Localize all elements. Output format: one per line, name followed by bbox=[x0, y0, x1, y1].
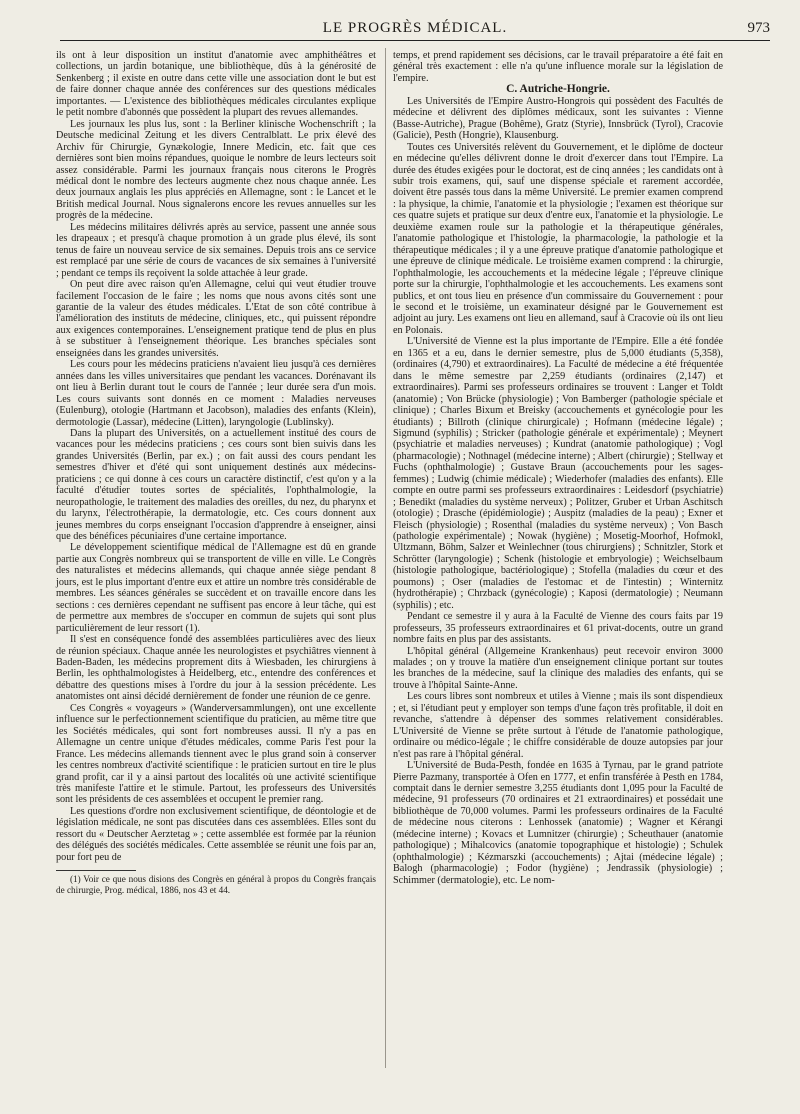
paragraph: On peut dire avec raison qu'en Allemagne, celui qui veut étudier trouve facilement l'occasion de le faire ; les noms que nous avons cités sont une garantie de la valeur des études médicales. L'Etat de son côté contribue à l'amélioration des instituts de médecine, cliniques, etc., qui puissent répondre aux exigences contemporaines. L'enseignement pratique tend de plus en plus à se substituer à l'enseignement théorique. Les branches spéciales sont enseignées dans les grandes universités. bbox=[56, 279, 376, 359]
paragraph: Les journaux les plus lus, sont : la Berliner klinische Wochenschrift ; la Deutsche medicinal Zeitung et les divers Centralblatt. Le prix élevé des Archiv für Chirurgie, Gynækologie, Innere Medicin, etc. fait que ces dernières sont bien moins répandues, quoique le nombre de leurs lecteurs soit assez considérable. Parmi les journaux français nous citerons le Progrès médical dont le nombre des lecteurs augmente chez nous chaque année. Les deux journaux anglais les plus appréciés en Allemagne, sont : le Lancet et le British medical Journal. Nous signalerons encore les revues annuelles sur les progrès de la médecine. bbox=[56, 118, 376, 222]
paragraph: Dans la plupart des Universités, on a actuellement institué des cours de vacances pour les médecins praticiens ; ces cours sont bien suivis dans les grandes Universités (Berlin, par ex.) ; on fait aussi des cours pendant les semestres d'hiver et d'été qui sont uniquement destinés aux médecins-praticiens ; ce qui donne à ces cours un caractère distinctif, c'est qu'on y a la faculté d'étudier toutes sortes de spécialités, l'ophthalmologie, la neuropathologie, le traitement des maladies des oreilles, du nez, du pharynx et du larynx, l'électrothérapie, la dermatologie, etc. Ces cours donnent aux jeunes membres du corps enseignant l'occasion d'apprendre à enseigner, ainsi que des bénéfices pécuniaires d'une certaine importance. bbox=[56, 427, 376, 543]
paragraph: Les cours libres sont nombreux et utiles à Vienne ; mais ils sont dispendieux ; et, si l'étudiant peut y employer son temps d'une façon très profitable, il doit en revanche, s'attendre à dépenser des sommes relativement considérables. L'Université de Vienne se prête surtout à l'étude de l'anatomie pathologique, ordinaire ou médico-légale ; le chiffre considérable de douze autopsies par jour n'est pas rare à l'hôpital général. bbox=[393, 691, 723, 760]
paragraph: Les médecins militaires délivrés après au service, passent une année sous les drapeaux ; et presqu'à chaque promotion à un grade plus élevé, ils sont tenus de faire un nouveau service de six semaines. Depuis trois ans ce service est remplacé par une série de cours de vacances de six semaines à l'université ; pendant ce temps ils reçoivent la solde attachée à leur grade. bbox=[56, 221, 376, 279]
paragraph: Toutes ces Universités relèvent du Gouvernement, et le diplôme de docteur en médecine qu'elles délivrent donne le droit d'exercer dans tout l'Empire. La durée des études exigées pour le doctorat, est de cinq années ; les candidats ont à subir trois examens, qui, sauf une dispense spéciale et rarement accordée, doivent être passés tous dans la même Université. Le premier examen comprend : la physique, la chimie, l'anatomie et la physiologie ; l'examen est théorique sur ces quatre sujets et pratique sur deux d'entre eux, l'anatomie et la physiologie. Le deuxième examen roule sur la pathologie et la thérapeutique générales, l'anatomie pathologique et l'histologie, la pharmacologie, la pathologie et la thérapeutique médicales ; il y a une épreuve pratique d'anatomie pathologique et une épreuve de clinique médicale. Le troisième examen comprend : la chirurgie, l'ophthalmologie, les accouchements et la médecine légale ; l'épreuve clinique porte sur la chirurgie, l'ophthalmologie et les accouchements. Les examens sont publics, et ont tous lieu en présence d'un commissaire du Gouvernement : pour le second et le troisième, un examinateur désigné par le Gouvernement est adjoint au jury. Les examens ont lieu en allemand, sauf à Cracovie où ils ont lieu en Polonais. bbox=[393, 141, 723, 336]
column-divider bbox=[385, 48, 386, 1068]
right-column bbox=[393, 50, 723, 886]
paragraph: Le développement scientifique médical de l'Allemagne est dû en grande partie aux Congrès nombreux qui se transportent de ville en ville. Le Congrès des naturalistes et médecins allemands, qui chaque année siège pendant 8 jours, est le plus important d'entre eux et attire un nombre très considérable de membres. Les séances générales se succèdent et on travaille encore dans les sections : ces dernières cependant ne suffisent pas encore à leur tâche, qui est de permettre aux membres de s'occuper en commun de sujets qui sont plus particulièrement de leur ressort (1). bbox=[56, 542, 376, 634]
paragraph: temps, et prend rapidement ses décisions, car le travail préparatoire a été fait en général très exactement : elle n'a qu'une influence morale sur la législation de l'empire. bbox=[393, 50, 723, 84]
paragraph: L'hôpital général (Allgemeine Krankenhaus) peut recevoir environ 3000 malades ; on y trouve la matière d'un enseignement clinique portant sur toutes les branches de la médecine, sauf la clinique des maladies des enfants, qui se trouve à l'hôpital Sainte-Anne. bbox=[393, 645, 723, 691]
paragraph: L'Université de Buda-Pesth, fondée en 1635 à Tyrnau, par le grand patriote Pierre Pazmany, transportée à Ofen en 1777, et enfin transférée à Pesth en 1784, comptait dans le dernier semestre 3,255 étudiants dont 1,095 pour la Faculté de médecine, 91 professeurs (70 ordinaires et 21 extraordinaires) et possédait une bibliothèque de 70,000 volumes. Parmi les professeurs ordinaires de la Faculté de médecine nous citerons : Lenhossek (anatomie) ; Wagner et Kérangi (médecine interne) ; Kovacs et Lumnitzer (chirurgie) ; Scheuthauer (anatomie pathologique) ; Mihalcovics (anatomie topographique et histologie) ; Schulek (ophthalmologie) ; Kézmarszki (accouchements) ; Ajtai (médecine légale) ; Balogh (pharmacologie) ; Fodor (hygiène) ; Jendrassik (physiologie) ; Schimmer (dermatologie), etc. Le nom- bbox=[393, 760, 723, 886]
paragraph: Ces Congrès « voyageurs » (Wanderversammlungen), ont une excellente influence sur le perfectionnement scientifique du praticien, au même titre que les Sociétés médicales, qui sont fort nombreuses aussi. Il n'y a pas en Allemagne un centre unique d'études médicales, comme Paris l'est pour la France. Les médecins allemands tiennent avec le plus grand soin à conserver les centres nombreux d'activité scientifique : le praticien surtout en tire le plus grand profit, car il y a ainsi partout des localités où une activité scientifique très manifeste l'attire et le stimule. Partout, les professeurs des Universités sont les présidents de ces assemblées et occupent le premier rang. bbox=[56, 702, 376, 806]
left-column bbox=[56, 50, 376, 895]
paragraph: Pendant ce semestre il y aura à la Faculté de Vienne des cours faits par 19 professeurs, 35 professeurs extraordinaires et 61 privat-docents, outre un grand nombre faits en plus par des assistants. bbox=[393, 611, 723, 646]
footnote-rule bbox=[56, 870, 136, 871]
paragraph: L'Université de Vienne est la plus importante de l'Empire. Elle a été fondée en 1365 et a eu, dans le dernier semestre, plus de 5,000 étudiants (5,358), (ordinaires (4,790) et extraordinaires). La Faculté de médecine a été fréquentée dans le même semestre par 2,259 étudiants (ordinaires (2,147) et extraordinaires). Parmi ses professeurs ordinaires se trouvent : Langer et Toldt (anatomie) ; Von Brücke (physiologie) ; Von Bamberger (pathologie spéciale et clinique) ; Charles Bixum et Breisky (accouchements et gynécologie pour les étudiants) ; Billroth (clinique chirurgicale) ; Hofmann (médecine légale) ; Sigmund (syphilis) ; Stricker (pathologie générale et expérimentale) ; Meynert (psychiatrie et maladies nerveuses) ; Kundrat (anatomie pathologique) ; Vogl (pharmacologie) ; Nothnagel (médecine interne) ; Albert (chirurgie) ; Stellway et Fuchs (ophthalmologie) ; Gustave Braun (accouchements pour les sages-femmes) ; Ludwig (chimie médicale) ; Wiederhofer (maladies des enfants). Elle compte en outre parmi ses professeurs extraordinaires : Leidesdorf (psychiatrie) ; Benedikt (maladies du système nerveux) ; Politzer, Gruber et Urban Aschitsch (otologie) ; Drasche (épidémiologie) ; Auspitz (maladies de la peau) ; Exner et Fleisch (physiologie) ; Rosenthal (maladies du système nerveux) ; Von Basch (pathologie expérimentale) ; Nowak (hygiène) ; Mosetig-Moorhof, Hofmokl, Ultzmann, Böhm, Salzer et Weinlechner (tous chirurgiens) ; Schnitzler, Stork et Schrötter (laryngologie) ; Schenk (histologie et embryologie) ; Weichselbaum (histologie pathologique, bactériologique) ; Stofella (maladies du cœur et des poumons) ; Oser (maladies de l'estomac et de l'intestin) ; Winternitz (hydrothérapie) ; Chrzback (gynécologie) ; Kaposi (dermatologie) ; Neumann (syphilis) ; etc. bbox=[393, 336, 723, 611]
footnote: (1) Voir ce que nous disions des Congrès en général à propos du Congrès français de chirurgie, Prog. médical, 1886, nos 43 et 44. bbox=[56, 874, 376, 895]
paragraph: Les Universités de l'Empire Austro-Hongrois qui possèdent des Facultés de médecine et délivrent des diplômes médicaux, sont les suivantes : Vienne (Basse-Autriche), Prague (Bohême), Gratz (Styrie), Innsbrück (Tyrol), Cracovie (Galicie), Pesth (Hongrie), Klausenburg. bbox=[393, 95, 723, 142]
paragraph: Les cours pour les médecins praticiens n'avaient lieu jusqu'à ces dernières années dans les villes universitaires que pendant les vacances. Dorénavant ils ont lieu à Berlin durant tout le cours de l'année ; leur durée sera d'un mois. Les cours suivants sont donnés en ce moment : Maladies nerveuses (Eulenburg), otologie (Hartmann et Jacobson), maladies des enfants (Klein), dermotologie (Lassar), médecine (Litten), laryngologie (Lublinsky). bbox=[56, 359, 376, 428]
paragraph: Il s'est en conséquence fondé des assemblées particulières avec des lieux de réunion spéciaux. Chaque année les neurologistes et psychiâtres viennent à Baden-Baden, les médecins proprement dits à Wiesbaden, les chirurgiens à Berlin, les ophthalmologistes à Heidelberg, etc., entendre des conférences et débattre des questions mises à l'ordre du jour à la session précédente. Les anatomistes ont ainsi décidé dernièrement de fonder une réunion de ce genre. bbox=[56, 634, 376, 703]
section-title: C. Autriche-Hongrie. bbox=[506, 83, 610, 96]
running-title: LE PROGRÈS MÉDICAL. bbox=[322, 20, 508, 36]
paragraph: Les questions d'ordre non exclusivement scientifique, de déontologie et de législation médicale, ne sont pas discutées dans ces assemblées. Elles sont du ressort du « Deutscher Aerztetag » ; cette assemblée est formée par la réunion des délégués des sociétés médicales. Cette assemblée se réunit une fois par an, pour fort peu de bbox=[56, 805, 376, 863]
page-header bbox=[60, 18, 770, 41]
page-number: 973 bbox=[747, 20, 770, 36]
paragraph: ils ont à leur disposition un institut d'anatomie avec amphithéâtres et collections, un jardin botanique, une bibliothèque, dûs à la générosité de Senkenberg ; il existe en outre dans cette ville une association dont le but est de faire donner chaque année des conférences sur des questions médicales importantes. — L'existence des bibliothèques médicales circulantes explique le petit nombre d'abonnés que possèdent la plupart des revues allemandes. bbox=[56, 50, 376, 119]
